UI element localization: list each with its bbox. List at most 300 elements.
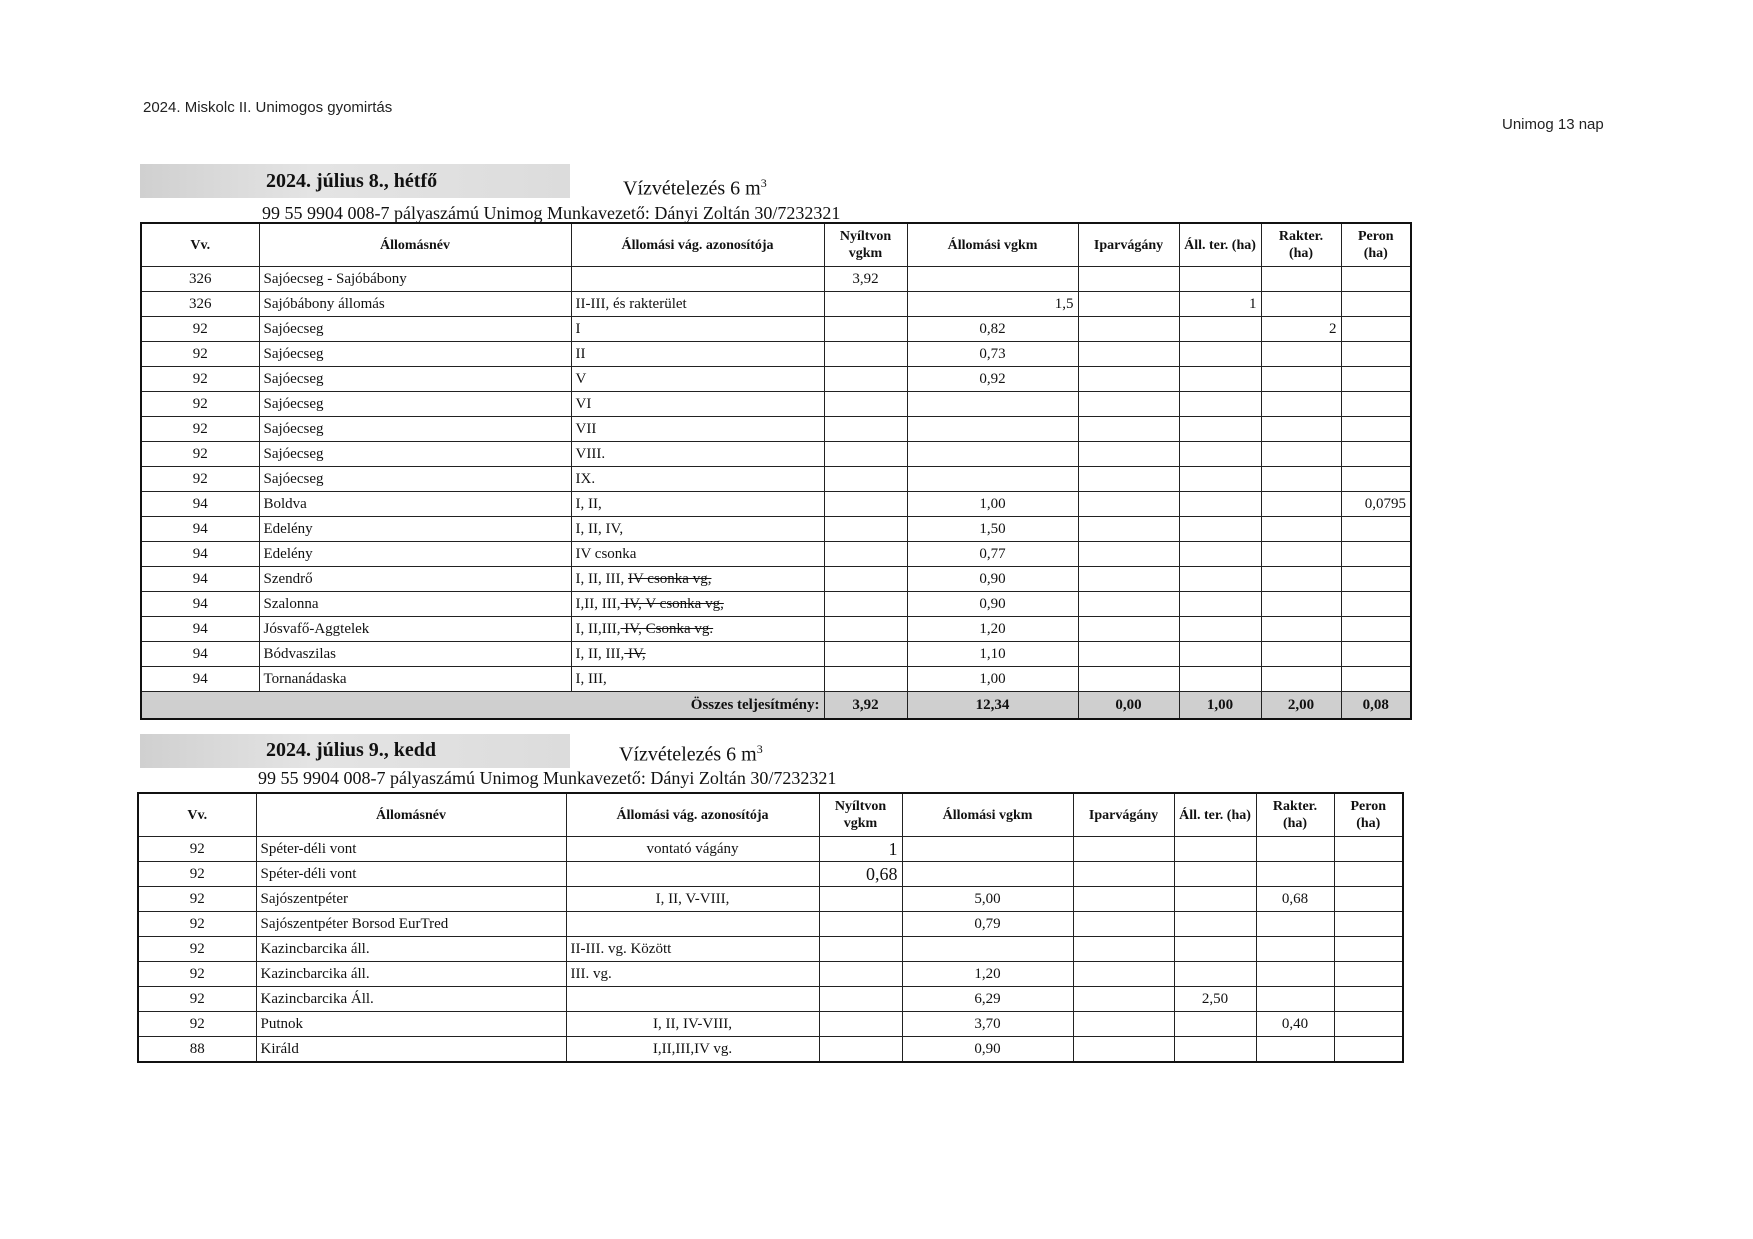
struck-track-id: IV,: [624, 645, 646, 662]
ipar-cell: [1078, 667, 1179, 692]
vv-cell: 92: [138, 887, 256, 912]
station-name-cell: Sajóecseg: [259, 417, 571, 442]
table-row: [141, 467, 1411, 492]
table-row: [138, 1012, 1403, 1037]
ipar-cell: [1078, 417, 1179, 442]
track-id-cell: [571, 267, 824, 292]
allomasi-cell: 6,29: [902, 987, 1073, 1012]
ipar-cell: [1078, 517, 1179, 542]
track-id-cell: VI: [571, 392, 824, 417]
allomasi-cell: 1,20: [907, 617, 1078, 642]
vv-cell: 92: [138, 987, 256, 1012]
rakter-cell: 2: [1261, 317, 1341, 342]
total-allter: 1,00: [1179, 692, 1261, 720]
nyilt-cell: 0,68: [819, 862, 902, 887]
track-id-cell: I, III,: [571, 667, 824, 692]
allter-cell: [1179, 492, 1261, 517]
vv-cell: 326: [141, 267, 259, 292]
nyilt-cell: [819, 962, 902, 987]
allter-cell: [1179, 442, 1261, 467]
nyilt-cell: [824, 467, 907, 492]
day1-total-row: [141, 692, 1411, 720]
ipar-cell: [1078, 542, 1179, 567]
nyilt-cell: [824, 667, 907, 692]
track-id-cell: III. vg.: [566, 962, 819, 987]
allter-cell: [1174, 1037, 1256, 1063]
station-name-cell: Szalonna: [259, 592, 571, 617]
allter-cell: [1174, 837, 1256, 862]
allomasi-cell: 0,92: [907, 367, 1078, 392]
nyilt-cell: [824, 367, 907, 392]
peron-cell: [1341, 392, 1411, 417]
nyilt-cell: [824, 542, 907, 567]
vv-cell: 92: [138, 912, 256, 937]
allter-cell: [1179, 617, 1261, 642]
vv-cell: 92: [141, 442, 259, 467]
station-name-cell: Sajóecseg: [259, 317, 571, 342]
ipar-cell: [1073, 987, 1174, 1012]
peron-cell: [1341, 542, 1411, 567]
rakter-cell: [1256, 862, 1334, 887]
table-row: [141, 642, 1411, 667]
table-row: [138, 987, 1403, 1012]
ipar-header: Iparvágány: [1073, 793, 1174, 837]
allomasi-cell: 1,10: [907, 642, 1078, 667]
allter-cell: [1174, 962, 1256, 987]
allter-cell: [1179, 542, 1261, 567]
track-id-cell: V: [571, 367, 824, 392]
peron-cell: [1341, 567, 1411, 592]
day2-subline: 99 55 9904 008-7 pályaszámú Unimog Munkavezető: Dányi Zoltán 30/7232321: [258, 768, 837, 788]
peron-cell: [1334, 962, 1403, 987]
station-name-cell: Szendrő: [259, 567, 571, 592]
table-row: [141, 492, 1411, 517]
vv-cell: 92: [141, 392, 259, 417]
ipar-cell: [1073, 1037, 1174, 1063]
rakter-cell: [1256, 962, 1334, 987]
station-name-cell: Spéter-déli vont: [256, 837, 566, 862]
allomasi-cell: 1,00: [907, 667, 1078, 692]
rakter-cell: [1256, 937, 1334, 962]
allter-cell: [1174, 887, 1256, 912]
station-name-cell: Jósvafő-Aggtelek: [259, 617, 571, 642]
rakter-cell: [1261, 367, 1341, 392]
station-name-cell: Sajóecseg: [259, 342, 571, 367]
station-name-cell: Kazincbarcika áll.: [256, 962, 566, 987]
table-row: [141, 392, 1411, 417]
vv-cell: 92: [138, 962, 256, 987]
allomasi-cell: 0,79: [902, 912, 1073, 937]
day1-water: Vízvételezés 6 $m^3$: [623, 176, 767, 200]
track-id-cell: [566, 912, 819, 937]
vv-cell: 92: [141, 317, 259, 342]
table-row: [141, 417, 1411, 442]
track-id-cell: II-III, és rakterület: [571, 292, 824, 317]
table-row: [141, 367, 1411, 392]
peron-cell: [1334, 837, 1403, 862]
peron-cell: [1341, 367, 1411, 392]
rakter-cell: [1261, 467, 1341, 492]
allter-cell: 2,50: [1174, 987, 1256, 1012]
peron-cell: [1341, 442, 1411, 467]
station-name-cell: Sajóbábony állomás: [259, 292, 571, 317]
nyilt-cell: [824, 492, 907, 517]
rakter-cell: [1261, 517, 1341, 542]
name-header: Állomásnév: [259, 223, 571, 267]
rakter-cell: [1256, 987, 1334, 1012]
ipar-cell: [1078, 467, 1179, 492]
rakter-header: Rakter. (ha): [1261, 223, 1341, 267]
nyilt-cell: [819, 987, 902, 1012]
total-allomasi: 12,34: [907, 692, 1078, 720]
rakter-cell: [1256, 912, 1334, 937]
nyilt-cell: [824, 292, 907, 317]
day1-header-row: [141, 223, 1411, 267]
station-name-cell: Sajóecseg: [259, 392, 571, 417]
station-name-cell: Edelény: [259, 517, 571, 542]
station-name-cell: Spéter-déli vont: [256, 862, 566, 887]
table-row: [141, 317, 1411, 342]
nyilt-cell: [824, 617, 907, 642]
table-row: [138, 837, 1403, 862]
peron-cell: [1341, 467, 1411, 492]
nyilt-cell: [824, 642, 907, 667]
vv-cell: 92: [138, 837, 256, 862]
vv-cell: 92: [141, 467, 259, 492]
ipar-cell: [1073, 1012, 1174, 1037]
station-name-cell: Sajóecseg: [259, 442, 571, 467]
rakter-cell: [1261, 267, 1341, 292]
peron-cell: [1341, 617, 1411, 642]
track-id-cell: vontató vágány: [566, 837, 819, 862]
rakter-cell: [1261, 617, 1341, 642]
track-id-cell: VIII.: [571, 442, 824, 467]
allter-cell: [1174, 862, 1256, 887]
nyilt-cell: [824, 442, 907, 467]
nyilt-cell: [824, 417, 907, 442]
rakter-cell: [1261, 592, 1341, 617]
track-id-cell: IV csonka: [571, 542, 824, 567]
vv-cell: 94: [141, 542, 259, 567]
station-name-cell: Edelény: [259, 542, 571, 567]
allomasi-cell: 0,82: [907, 317, 1078, 342]
vv-cell: 326: [141, 292, 259, 317]
day1-table: [140, 222, 1412, 720]
table-row: [141, 617, 1411, 642]
track-id-cell: I, II,III, IV, Csonka vg.: [571, 617, 824, 642]
station-name-cell: Putnok: [256, 1012, 566, 1037]
nyilt-cell: [819, 887, 902, 912]
peron-cell: [1341, 342, 1411, 367]
vv-cell: 94: [141, 492, 259, 517]
ipar-cell: [1073, 937, 1174, 962]
station-name-cell: Tornanádaska: [259, 667, 571, 692]
total-ipar: 0,00: [1078, 692, 1179, 720]
track-id-cell: I, II, IV,: [571, 517, 824, 542]
rakter-cell: [1261, 292, 1341, 317]
day1-title: 2024. július 8., hétfő: [266, 170, 438, 192]
allter-header: Áll. ter. (ha): [1174, 793, 1256, 837]
peron-cell: [1334, 987, 1403, 1012]
nyilt-cell: [819, 1012, 902, 1037]
table-row: [138, 1037, 1403, 1063]
peron-cell: 0,0795: [1341, 492, 1411, 517]
table-row: [138, 912, 1403, 937]
station-name-cell: Sajóecseg: [259, 467, 571, 492]
allomasi-cell: [907, 467, 1078, 492]
day2-water: Vízvételezés 6 $m^3$: [619, 742, 763, 766]
id-header: Állomási vág. azonosítója: [566, 793, 819, 837]
day1-subline: 99 55 9904 008-7 pályaszámú Unimog Munkavezető: Dányi Zoltán 30/7232321: [262, 203, 841, 223]
vv-cell: 94: [141, 517, 259, 542]
station-name-cell: Sajószentpéter Borsod EurTred: [256, 912, 566, 937]
vv-cell: 94: [141, 592, 259, 617]
allter-cell: [1179, 342, 1261, 367]
allter-header: Áll. ter. (ha): [1179, 223, 1261, 267]
rakter-cell: 0,68: [1256, 887, 1334, 912]
ipar-cell: [1073, 962, 1174, 987]
nyilt-cell: [819, 912, 902, 937]
allomasi-header: Állomási vgkm: [907, 223, 1078, 267]
peron-cell: [1341, 317, 1411, 342]
track-id-cell: I, II, III, IV csonka vg,: [571, 567, 824, 592]
nyilt-cell: [819, 937, 902, 962]
allomasi-cell: [902, 862, 1073, 887]
vv-cell: 94: [141, 667, 259, 692]
total-rakter: 2,00: [1261, 692, 1341, 720]
allter-cell: [1179, 667, 1261, 692]
day2-body: [138, 837, 1403, 1063]
struck-track-id: IV csonka vg,: [627, 570, 712, 587]
allter-cell: [1179, 642, 1261, 667]
allter-cell: [1179, 592, 1261, 617]
track-id-cell: II-III. vg. Között: [566, 937, 819, 962]
peron-cell: [1341, 642, 1411, 667]
station-name-cell: Királd: [256, 1037, 566, 1063]
station-name-cell: Bódvaszilas: [259, 642, 571, 667]
allomasi-cell: [907, 417, 1078, 442]
id-header: Állomási vág. azonosítója: [571, 223, 824, 267]
allomasi-cell: [907, 442, 1078, 467]
station-name-cell: Sajószentpéter: [256, 887, 566, 912]
ipar-cell: [1078, 617, 1179, 642]
ipar-cell: [1073, 887, 1174, 912]
table-row: [141, 667, 1411, 692]
allomasi-cell: 3,70: [902, 1012, 1073, 1037]
peron-cell: [1334, 912, 1403, 937]
allomasi-cell: 1,20: [902, 962, 1073, 987]
rakter-cell: [1256, 837, 1334, 862]
station-name-cell: Kazincbarcika áll.: [256, 937, 566, 962]
nyilt-cell: [819, 1037, 902, 1063]
nyilt-cell: [824, 342, 907, 367]
peron-cell: [1334, 1037, 1403, 1063]
allomasi-cell: 1,00: [907, 492, 1078, 517]
ipar-header: Iparvágány: [1078, 223, 1179, 267]
table-row: [141, 592, 1411, 617]
ipar-cell: [1073, 837, 1174, 862]
station-name-cell: Sajóecseg - Sajóbábony: [259, 267, 571, 292]
vv-header: Vv.: [141, 223, 259, 267]
table-row: [138, 887, 1403, 912]
rakter-header: Rakter. (ha): [1256, 793, 1334, 837]
allomasi-cell: 0,90: [907, 592, 1078, 617]
rakter-cell: 0,40: [1256, 1012, 1334, 1037]
struck-track-id: IV, V csonka vg,: [620, 595, 724, 612]
peron-cell: [1334, 887, 1403, 912]
allter-cell: [1179, 517, 1261, 542]
table-row: [141, 442, 1411, 467]
allter-cell: [1179, 267, 1261, 292]
peron-cell: [1334, 1012, 1403, 1037]
unimog-days-label: Unimog 13 nap: [1502, 116, 1604, 133]
vv-cell: 94: [141, 617, 259, 642]
peron-cell: [1341, 417, 1411, 442]
ipar-cell: [1078, 317, 1179, 342]
rakter-cell: [1261, 442, 1341, 467]
total-nyilt: 3,92: [824, 692, 907, 720]
ipar-cell: [1078, 267, 1179, 292]
day2-table: [137, 792, 1404, 1063]
vv-header: Vv.: [138, 793, 256, 837]
station-name-cell: Sajóecseg: [259, 367, 571, 392]
allter-cell: 1: [1179, 292, 1261, 317]
peron-cell: [1341, 267, 1411, 292]
ipar-cell: [1078, 567, 1179, 592]
ipar-cell: [1078, 367, 1179, 392]
track-id-cell: I, II, V-VIII,: [566, 887, 819, 912]
peron-cell: [1334, 937, 1403, 962]
table-row: [138, 862, 1403, 887]
allomasi-cell: 0,90: [907, 567, 1078, 592]
track-id-cell: I, II,: [571, 492, 824, 517]
allter-cell: [1179, 367, 1261, 392]
day1-body: [141, 267, 1411, 692]
allomasi-cell: 5,00: [902, 887, 1073, 912]
allter-cell: [1179, 567, 1261, 592]
allomasi-cell: [907, 267, 1078, 292]
ipar-cell: [1073, 912, 1174, 937]
rakter-cell: [1261, 542, 1341, 567]
name-header: Állomásnév: [256, 793, 566, 837]
allter-cell: [1179, 317, 1261, 342]
peron-header: Peron (ha): [1334, 793, 1403, 837]
peron-cell: [1341, 517, 1411, 542]
rakter-cell: [1261, 392, 1341, 417]
peron-cell: [1341, 292, 1411, 317]
table-row: [141, 567, 1411, 592]
nyilt-header: Nyíltvon vgkm: [824, 223, 907, 267]
allomasi-cell: 1,5: [907, 292, 1078, 317]
track-id-cell: [566, 862, 819, 887]
peron-cell: [1341, 667, 1411, 692]
track-id-cell: I: [571, 317, 824, 342]
rakter-cell: [1261, 642, 1341, 667]
peron-header: Peron (ha): [1341, 223, 1411, 267]
track-id-cell: IX.: [571, 467, 824, 492]
nyilt-cell: [824, 392, 907, 417]
track-id-cell: [566, 987, 819, 1012]
table-row: [141, 517, 1411, 542]
vv-cell: 88: [138, 1037, 256, 1063]
allter-cell: [1179, 417, 1261, 442]
allomasi-cell: 0,77: [907, 542, 1078, 567]
allomasi-cell: [902, 837, 1073, 862]
allomasi-cell: [902, 937, 1073, 962]
ipar-cell: [1073, 862, 1174, 887]
nyilt-cell: [824, 567, 907, 592]
table-row: [141, 542, 1411, 567]
allomasi-cell: [907, 392, 1078, 417]
nyilt-cell: 1: [819, 837, 902, 862]
station-name-cell: Boldva: [259, 492, 571, 517]
ipar-cell: [1078, 442, 1179, 467]
struck-track-id: IV, Csonka vg.: [620, 620, 714, 637]
nyilt-cell: [824, 317, 907, 342]
vv-cell: 92: [138, 937, 256, 962]
nyilt-cell: [824, 517, 907, 542]
rakter-cell: [1256, 1037, 1334, 1063]
ipar-cell: [1078, 492, 1179, 517]
ipar-cell: [1078, 342, 1179, 367]
vv-cell: 92: [141, 367, 259, 392]
allter-cell: [1174, 937, 1256, 962]
table-row: [141, 267, 1411, 292]
allter-cell: [1179, 467, 1261, 492]
allter-cell: [1174, 912, 1256, 937]
vv-cell: 92: [138, 1012, 256, 1037]
track-id-cell: I,II,III,IV vg.: [566, 1037, 819, 1063]
table-row: [138, 962, 1403, 987]
vv-cell: 94: [141, 642, 259, 667]
peron-cell: [1341, 592, 1411, 617]
total-label: Összes teljesítmény:: [141, 692, 824, 720]
allomasi-header: Állomási vgkm: [902, 793, 1073, 837]
vv-cell: 94: [141, 567, 259, 592]
nyilt-cell: 3,92: [824, 267, 907, 292]
ipar-cell: [1078, 392, 1179, 417]
document-title: 2024. Miskolc II. Unimogos gyomirtás: [143, 99, 393, 116]
nyilt-cell: [824, 592, 907, 617]
day2-title: 2024. július 9., kedd: [266, 739, 437, 761]
allter-cell: [1179, 392, 1261, 417]
table-row: [138, 937, 1403, 962]
rakter-cell: [1261, 567, 1341, 592]
rakter-cell: [1261, 342, 1341, 367]
allomasi-cell: 0,90: [902, 1037, 1073, 1063]
rakter-cell: [1261, 667, 1341, 692]
vv-cell: 92: [138, 862, 256, 887]
allomasi-cell: 0,73: [907, 342, 1078, 367]
track-id-cell: II: [571, 342, 824, 367]
vv-cell: 92: [141, 342, 259, 367]
rakter-cell: [1261, 417, 1341, 442]
total-peron: 0,08: [1341, 692, 1411, 720]
ipar-cell: [1078, 292, 1179, 317]
rakter-cell: [1261, 492, 1341, 517]
day2-header-row: [138, 793, 1403, 837]
track-id-cell: I,II, III, IV, V csonka vg,: [571, 592, 824, 617]
nyilt-header: Nyíltvon vgkm: [819, 793, 902, 837]
vv-cell: 92: [141, 417, 259, 442]
allter-cell: [1174, 1012, 1256, 1037]
allomasi-cell: 1,50: [907, 517, 1078, 542]
station-name-cell: Kazincbarcika Áll.: [256, 987, 566, 1012]
peron-cell: [1334, 862, 1403, 887]
track-id-cell: VII: [571, 417, 824, 442]
table-row: [141, 342, 1411, 367]
track-id-cell: I, II, IV-VIII,: [566, 1012, 819, 1037]
